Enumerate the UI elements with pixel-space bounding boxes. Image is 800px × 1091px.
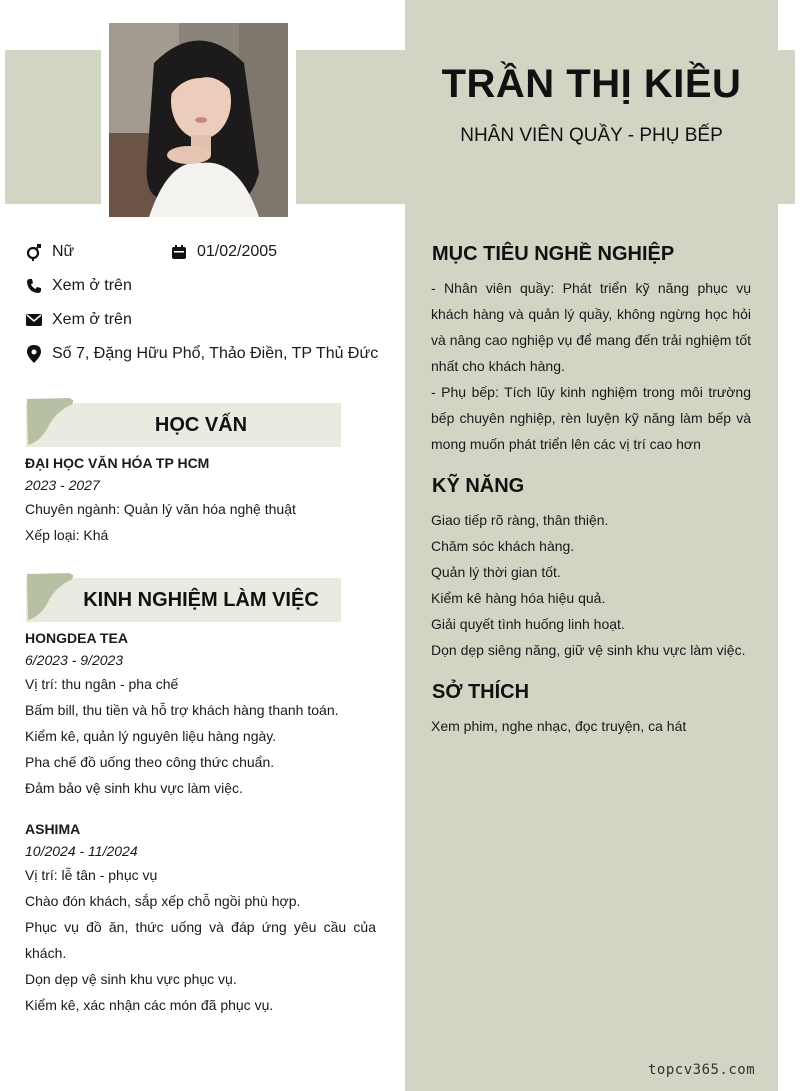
gender-value: Nữ <box>52 243 75 260</box>
header-band-left <box>5 50 101 204</box>
job-position: Vị trí: lễ tân - phục vụ <box>25 867 158 883</box>
education-school: ĐẠI HỌC VĂN HÓA TP HCM <box>25 455 210 471</box>
job-position: Vị trí: thu ngân - pha chế <box>25 676 179 692</box>
objective-title: MỤC TIÊU NGHỀ NGHIỆP <box>432 243 675 265</box>
job-task: Dọn dẹp vệ sinh khu vực phục vụ. <box>25 971 237 987</box>
job-period: 6/2023 - 9/2023 <box>25 652 124 668</box>
skill-item: Dọn dẹp siêng năng, giữ vệ sinh khu vực làm việc. <box>431 642 746 658</box>
job-task: Bấm bill, thu tiền và hỗ trợ khách hàng thanh toán. <box>25 702 339 718</box>
skills-list <box>431 507 751 663</box>
birthday-value: 01/02/2005 <box>197 243 278 260</box>
objective-content <box>431 275 751 457</box>
header-band-right <box>778 50 795 204</box>
job-company: ASHIMA <box>25 821 81 837</box>
job-task: Đảm bảo vệ sinh khu vực làm việc. <box>25 780 243 796</box>
skill-item: Giải quyết tình huống linh hoạt. <box>431 616 625 632</box>
education-period: 2023 - 2027 <box>25 477 100 493</box>
education-major: Chuyên ngành: Quản lý văn hóa nghệ thuật <box>25 501 296 517</box>
profile-photo <box>109 23 288 217</box>
skills-title: KỸ NĂNG <box>432 475 525 497</box>
experience-job-2 <box>25 821 376 1018</box>
skill-item: Kiểm kê hàng hóa hiệu quả. <box>431 590 606 606</box>
job-title: NHÂN VIÊN QUẦY - PHỤ BẾP <box>460 125 723 146</box>
birthday-row <box>170 241 277 263</box>
experience-title: KINH NGHIỆM LÀM VIỆC <box>83 589 319 611</box>
job-task: Chào đón khách, sắp xếp chỗ ngồi phù hợp. <box>25 893 301 909</box>
skill-item: Giao tiếp rõ ràng, thân thiện. <box>431 512 609 528</box>
job-task: Phục vụ đồ ăn, thức uống và đáp ứng yêu cầu của khách. <box>25 919 376 961</box>
envelope-icon <box>25 311 43 329</box>
address-value: Số 7, Đặng Hữu Phổ, Thảo Điền, TP Thủ Đức <box>52 345 379 362</box>
objective-paragraph: - Nhân viên quầy: Phát triển kỹ năng phục vụ khách hàng và quản lý quầy, không ngừng học hỏi và nâng cao nghiệp vụ để mang đến trải nghiệm tốt nhất cho khách hàng. <box>431 280 751 374</box>
experience-job-1 <box>25 630 376 801</box>
location-pin-icon <box>25 345 43 363</box>
education-grade: Xếp loại: Khá <box>25 527 109 543</box>
skill-item: Quản lý thời gian tốt. <box>431 564 561 580</box>
phone-row <box>25 275 132 297</box>
phone-value: Xem ở trên <box>52 277 132 294</box>
hobbies-title: SỞ THÍCH <box>432 681 530 703</box>
job-company: HONGDEA TEA <box>25 630 128 646</box>
skill-item: Chăm sóc khách hàng. <box>431 538 575 554</box>
job-task: Kiểm kê, quản lý nguyên liệu hàng ngày. <box>25 728 277 744</box>
gender-row <box>25 241 74 263</box>
job-task: Pha chế đồ uống theo công thức chuẩn. <box>25 754 275 770</box>
address-row <box>25 343 378 365</box>
email-value: Xem ở trên <box>52 311 132 328</box>
job-task: Kiểm kê, xác nhận các món đã phục vụ. <box>25 997 274 1013</box>
calendar-icon <box>170 243 188 261</box>
job-period: 10/2024 - 11/2024 <box>25 843 138 859</box>
candidate-name: TRẦN THỊ KIỀU <box>441 62 742 106</box>
watermark-text: topcv365.com <box>648 1062 756 1078</box>
education-title: HỌC VẤN <box>154 414 248 436</box>
education-content <box>25 455 376 548</box>
phone-icon <box>25 277 43 295</box>
hobbies-text: Xem phim, nghe nhạc, đọc truyện, ca hát <box>431 718 687 734</box>
gender-icon <box>25 243 43 261</box>
objective-paragraph: - Phụ bếp: Tích lũy kinh nghiệm trong môi trường bếp chuyên nghiệp, rèn luyện kỹ năng làm bếp và mong muốn phát triển lên các vị trí cao hơn <box>431 384 751 452</box>
header-band-middle <box>296 50 406 204</box>
email-row <box>25 309 132 331</box>
